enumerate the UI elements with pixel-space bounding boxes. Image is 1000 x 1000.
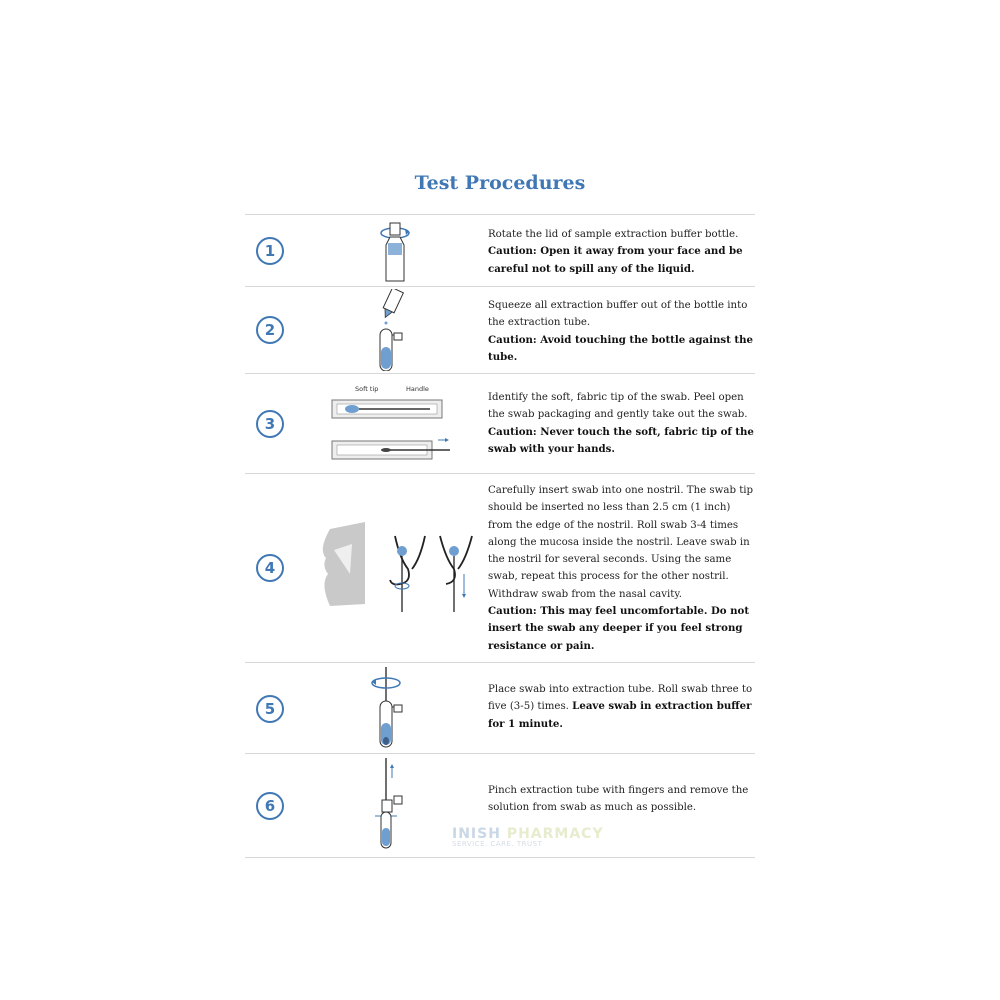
bottle-rotate-lid-icon — [320, 219, 480, 283]
step-text: Rotate the lid of sample extraction buffer bottle. Caution: Open it away from your face and be careful not to spill any of the liquid. — [488, 229, 743, 275]
step-number-badge: 1 — [256, 237, 284, 265]
caution-text: Caution: Open it away from your face and be careful not to spill any of the liquid. — [488, 245, 743, 275]
watermark-name-b: PHARMACY — [506, 826, 604, 842]
watermark-name-a: INISH — [452, 826, 501, 842]
page-title: Test Procedures — [414, 172, 586, 194]
pharmacy-watermark — [452, 826, 604, 848]
step-row-3 — [245, 373, 755, 473]
soft-tip-label: Soft tip — [355, 385, 379, 393]
step-number-badge: 3 — [256, 410, 284, 438]
step-row-5 — [245, 662, 755, 753]
procedure-table — [245, 214, 755, 858]
caution-text: Leave swab in extraction buffer for 1 minute. — [488, 700, 752, 730]
swab-package-icon — [330, 378, 460, 468]
nasal-swab-insertion-icon — [300, 514, 485, 614]
step-text: Pinch extraction tube with fingers and remove the solution from swab as much as possible. — [488, 785, 749, 814]
step-text: Carefully insert swab into one nostril. The swab tip should be inserted no less than 2.5 cm (1 inch) from the edge of the nostril. Roll swab 3-4 times along the mucosa inside the nostril. Leave swab in the nostril for several seconds. Using the same swab, repeat this process for the other nostril. Withdraw swab from the nasal cavity. Caution: This may feel uncomfortable. Do not insert the swab any deeper if you feel strong resistance or pain. — [488, 485, 754, 652]
squeeze-bottle-into-tube-icon — [320, 289, 480, 371]
step-text: Identify the soft, fabric tip of the swab. Peel open the swab packaging and gently take out the swab. Caution: Never touch the soft, fabric tip of the swab with your hands. — [488, 392, 754, 455]
step-row-2 — [245, 286, 755, 373]
handle-label: Handle — [406, 385, 429, 393]
step-row-4 — [245, 473, 755, 662]
step-row-1 — [245, 214, 755, 286]
watermark-tagline: SERVICE. CARE. TRUST — [452, 840, 543, 848]
step-text: Place swab into extraction tube. Roll swab three to five (3-5) times. Leave swab in extraction buffer for 1 minute. — [488, 684, 753, 730]
caution-text: Caution: This may feel uncomfortable. Do not insert the swab any deeper if you feel strong resistance or pain. — [488, 605, 750, 652]
caution-text: Caution: Avoid touching the bottle against the tube. — [488, 333, 753, 363]
step-number-badge: 6 — [256, 792, 284, 820]
caution-text: Caution: Never touch the soft, fabric tip of the swab with your hands. — [488, 425, 754, 455]
step-number-badge: 4 — [256, 554, 284, 582]
step-text: Squeeze all extraction buffer out of the bottle into the extraction tube. Caution: Avoid touching the bottle against the tube. — [488, 300, 753, 363]
swab-in-tube-roll-icon — [320, 667, 480, 751]
step-number-badge: 5 — [256, 695, 284, 723]
step-number-badge: 2 — [256, 316, 284, 344]
